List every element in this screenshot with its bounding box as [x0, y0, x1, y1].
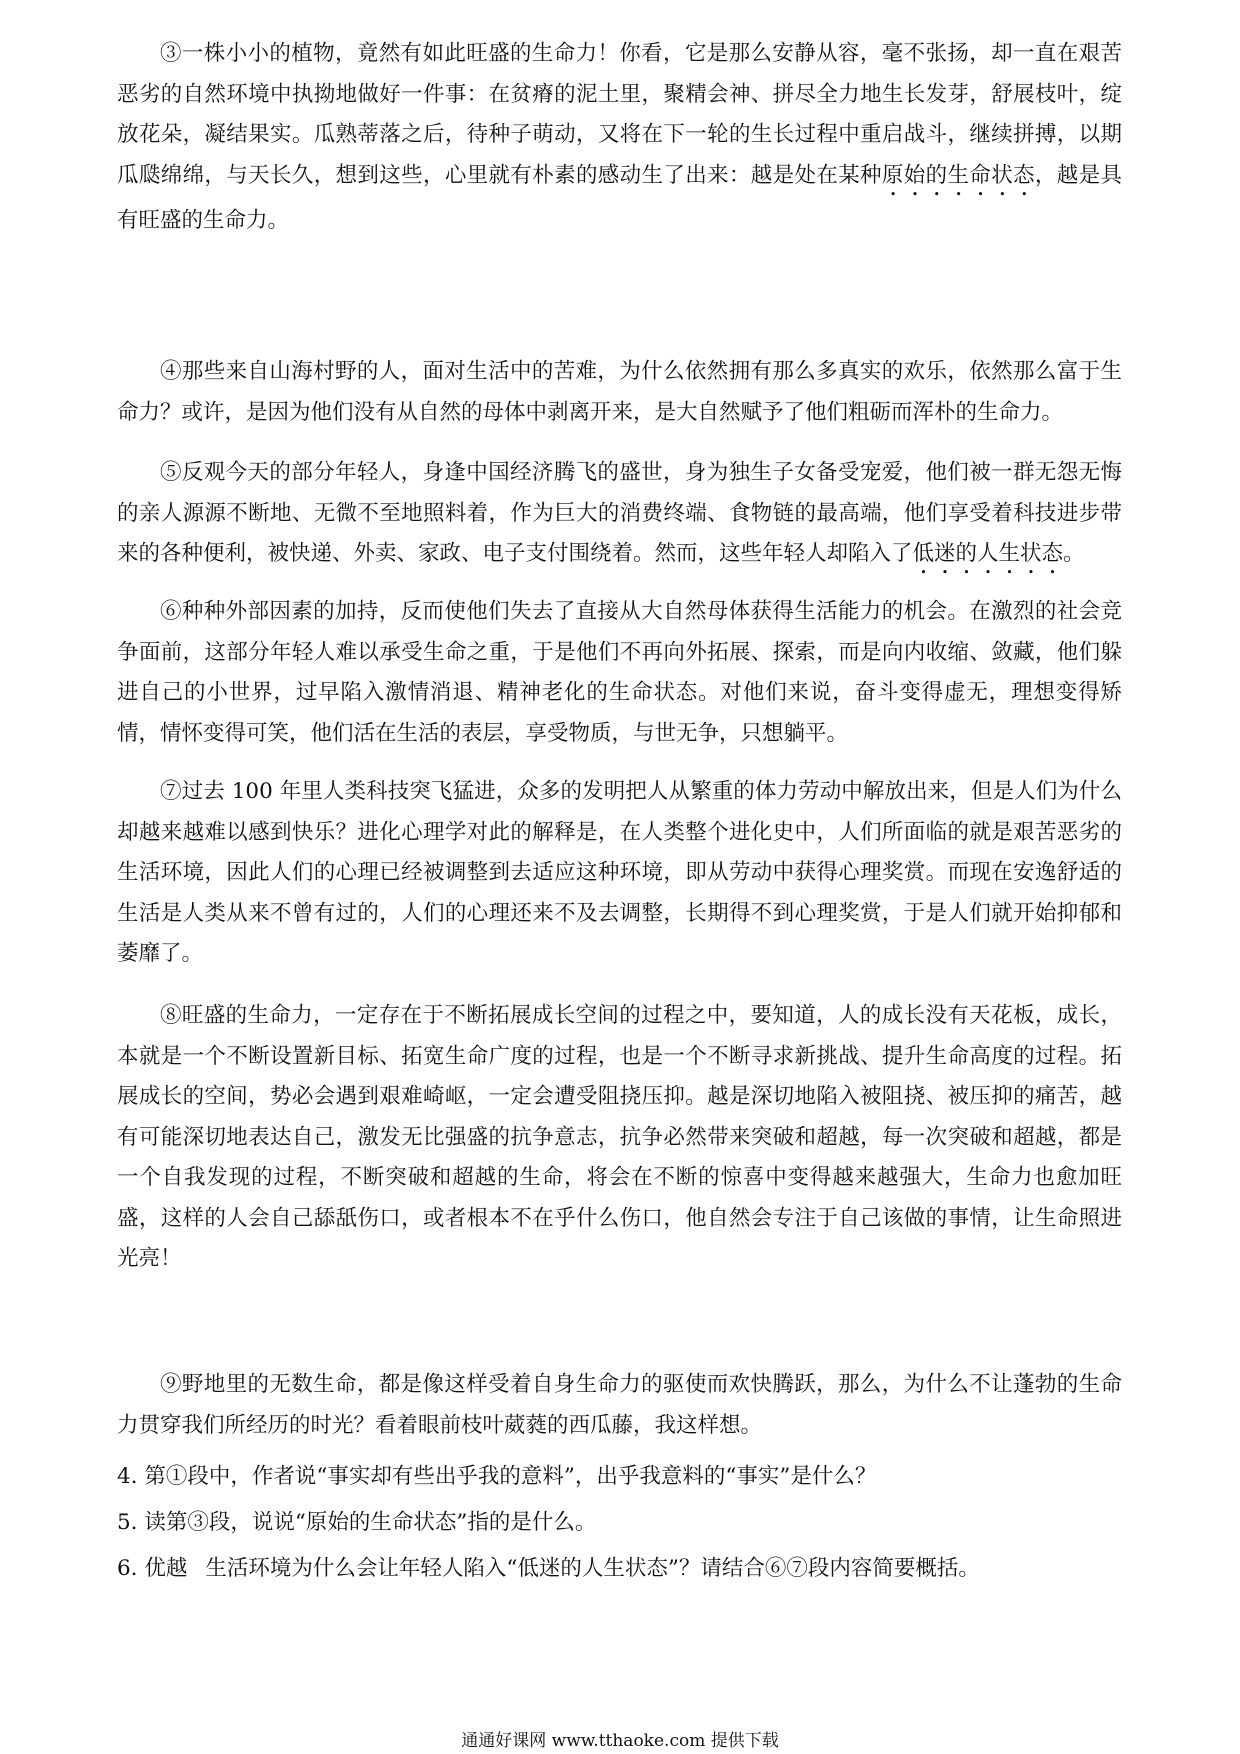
emphasized-phrase-primitive-state: 原始的生命状态	[881, 162, 1035, 188]
paragraph-8: ⑧旺盛的生命力，一定存在于不断拓展成长空间的过程之中，要知道，人的成长没有天花板，成长，本就是一个不断设置新目标、拓宽生命广度的过程，也是一个不断寻求新挑战、提升生命高度的过程。拓展成长的空间，势必会遇到艰难崎岖，一定会遭受阻挠压抑。越是深切地陷入被阻挠、被压抑的痛苦，越有可能深切地表达自己，激发无比强盛的抗争意志，抗争必然带来突破和超越，每一次突破和超越，都是一个自我发现的过程，不断突破和超越的生命，将会在不断的惊喜中变得越来越强大，生命力也愈加旺盛，这样的人会自己舔舐伤口，或者根本不在乎什么伤口，他自然会专注于自己该做的事情，让生命照进光亮！	[117, 1003, 1122, 1271]
paragraph-3	[117, 34, 1122, 241]
paragraph-5-text: ⑤反观今天的部分年轻人，身逢中国经济腾飞的盛世，身为独生子女备受宠爱，他们被一群无怨无悔的亲人源源不断地、无微不至地照料着，作为巨大的消费终端、食物链的最高端，他们享受着科技进步带来的各种便利，被快递、外卖、家政、电子支付围绕着。然而，这些年轻人却陷入了	[117, 460, 1122, 566]
question-5: 5. 读第③段，说说“原始的生命状态”指的是什么。	[117, 1510, 597, 1535]
question-4: 4. 第①段中，作者说“事实却有些出乎我的意料”，出乎我意料的“事实”是什么？	[117, 1464, 877, 1489]
question-6-text: 生活环境为什么会让年轻人陷入“低迷的人生状态”？请结合⑥⑦段内容简要概括。	[205, 1556, 980, 1581]
question-6-prefix: 6. 优越	[117, 1556, 188, 1581]
emphasized-phrase-low-state: 低迷的人生状态	[912, 541, 1064, 566]
paragraph-9: ⑨野地里的无数生命，都是像这样受着自身生命力的驱使而欢快腾跃，那么，为什么不让蓬勃的生命力贯穿我们所经历的时光？看着眼前枝叶葳蕤的西瓜藤，我这样想。	[117, 1372, 1122, 1438]
question-6	[117, 1554, 1122, 1584]
paragraph-4: ④那些来自山海村野的人，面对生活中的苦难，为什么依然拥有那么多真实的欢乐，依然那么富于生命力？或许，是因为他们没有从自然的母体中剥离开来，是大自然赋予了他们粗砺而浑朴的生命力。	[117, 359, 1122, 425]
paragraph-7: ⑦过去 100 年里人类科技突飞猛进，众多的发明把人从繁重的体力劳动中解放出来，但是人们为什么却越来越难以感到快乐？进化心理学对此的解释是，在人类整个进化史中，人们所面临的就是艰苦恶劣的生活环境，因此人们的心理已经被调整到去适应这种环境，即从劳动中获得心理奖赏。而现在安逸舒适的生活是人类从来不曾有过的，人们的心理还来不及去调整，长期得不到心理奖赏，于是人们就开始抑郁和萎靡了。	[117, 779, 1122, 966]
paragraph-5	[117, 453, 1122, 579]
paragraph-3-tail: ，越是具有旺盛的生命力。	[117, 162, 1122, 233]
paragraph-3-text: ③一株小小的植物，竟然有如此旺盛的生命力！你看，它是那么安静从容，毫不张扬，却一直在艰苦恶劣的自然环境中执拗地做好一件事：在贫瘠的泥土里，聚精会神、拼尽全力地生长发芽，舒展枝叶，绽放花朵，凝结果实。瓜熟蒂落之后，待种子萌动，又将在下一轮的生长过程中重启战斗，继续拼搏，以期瓜瓞绵绵，与天长久，想到这些，心里就有朴素的感动生了出来：越是处在某种	[117, 41, 1122, 188]
page-footer: 通通好课网 www.tthaoke.com 提供下载	[461, 1731, 779, 1751]
paragraph-6: ⑥种种外部因素的加持，反而使他们失去了直接从大自然母体获得生活能力的机会。在激烈的社会竞争面前，这部分年轻人难以承受生命之重，于是他们不再向外拓展、探索，而是向内收缩、敛藏，他们躲进自己的小世界，过早陷入激情消退、精神老化的生命状态。对他们来说，奋斗变得虚无，理想变得矫情，情怀变得可笑，他们活在生活的表层，享受物质，与世无争，只想躺平。	[117, 599, 1122, 746]
paragraph-5-tail: 。	[1063, 541, 1085, 566]
